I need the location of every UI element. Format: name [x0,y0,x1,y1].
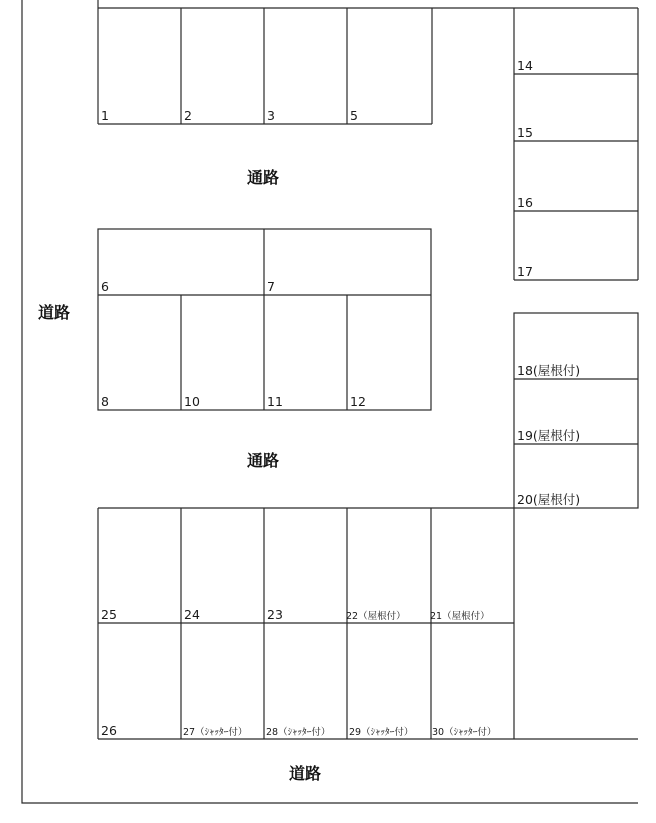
slot-5-label: 5 [350,108,358,123]
block-bottom [98,508,638,739]
block-top-row [98,0,638,124]
block-right-lower [514,313,638,508]
block-middle [98,229,431,410]
slot-7-label: 7 [267,279,275,294]
aisle-label-middle: 通路 [247,451,280,470]
slot-26-label: 26 [101,723,117,738]
slot-2-label: 2 [184,108,192,123]
slot-22-label: 22（屋根付） [346,611,406,622]
slot-11-label: 11 [267,394,283,409]
slot-23-label: 23 [267,607,283,622]
slot-10-label: 10 [184,394,200,409]
site-boundary [22,0,638,803]
slot-6-label: 6 [101,279,109,294]
slot-20-label: 20(屋根付) [517,492,581,507]
slot-17-label: 17 [517,264,533,279]
slot-3-label: 3 [267,108,275,123]
slot-30-label: 30（ｼｬｯﾀｰ付） [432,727,497,738]
slot-27-label: 27（ｼｬｯﾀｰ付） [183,727,248,738]
slot-19-label: 19(屋根付) [517,428,581,443]
slot-12-label: 12 [350,394,366,409]
slot-15-label: 15 [517,125,533,140]
slot-29-label: 29（ｼｬｯﾀｰ付） [349,727,414,738]
road-label-left: 道路 [38,303,71,322]
slot-1-label: 1 [101,108,109,123]
slot-18-label: 18(屋根付) [517,363,581,378]
slot-25-label: 25 [101,607,117,622]
aisle-label-top: 通路 [247,168,280,187]
plan-lines [22,0,638,803]
slot-24-label: 24 [184,607,200,622]
slot-8-label: 8 [101,394,109,409]
slot-14-label: 14 [517,58,533,73]
slot-16-label: 16 [517,195,533,210]
slot-21-label: 21（屋根付） [430,611,490,622]
road-label-bottom: 道路 [289,764,322,783]
slot-28-label: 28（ｼｬｯﾀｰ付） [266,727,331,738]
block-right-upper [514,8,638,280]
